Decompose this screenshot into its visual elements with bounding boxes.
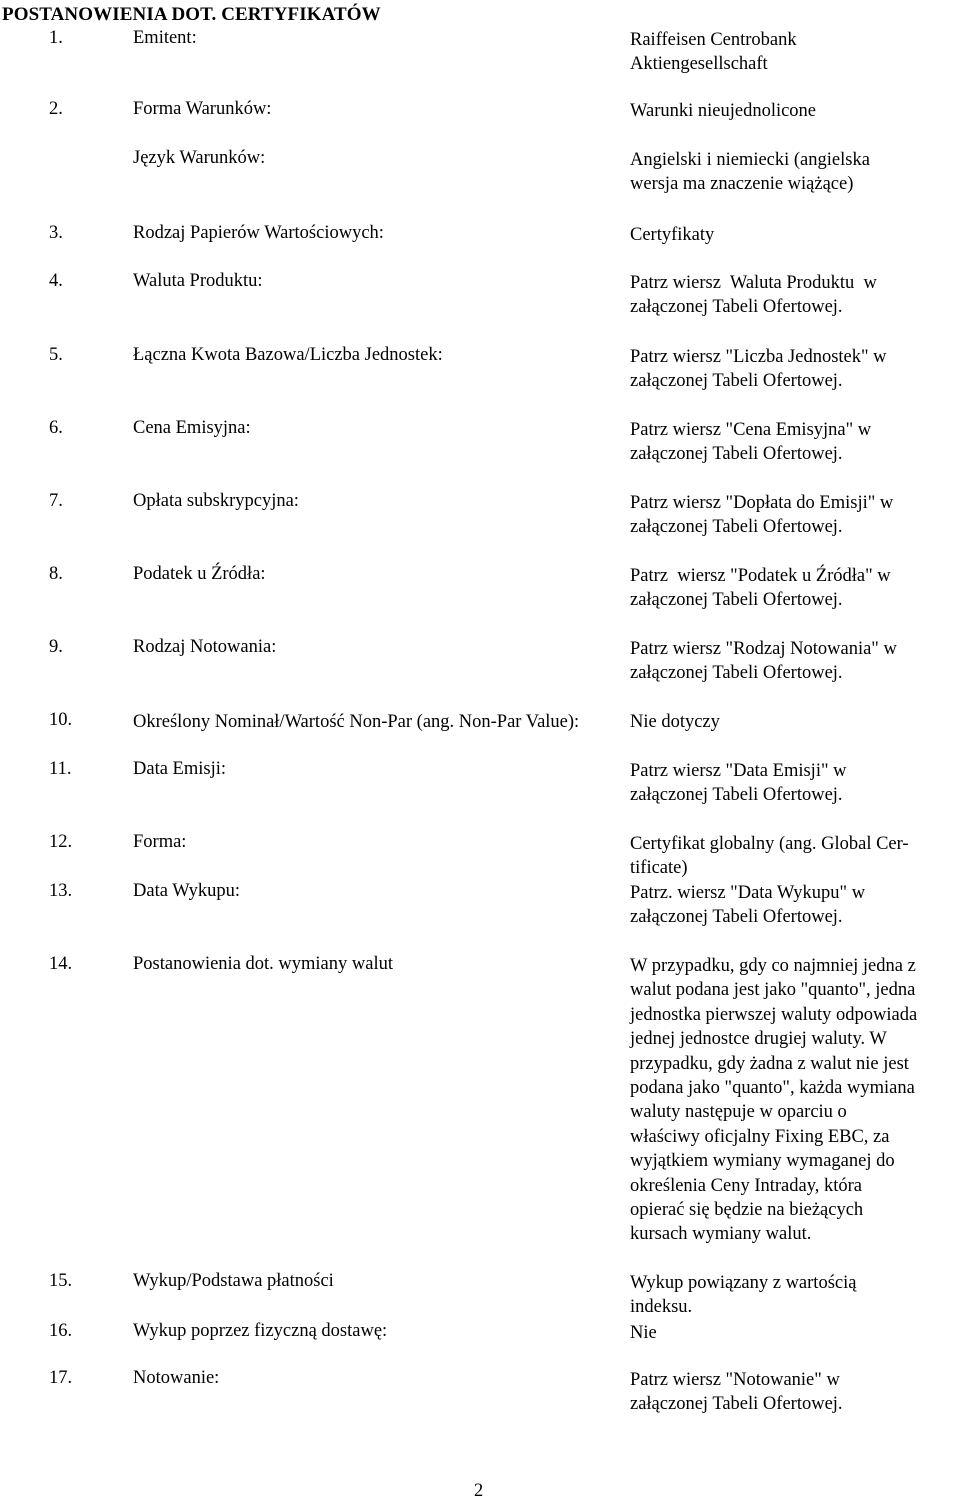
- item-value: Nie: [630, 1323, 657, 1343]
- item-label: Waluta Produktu:: [133, 271, 263, 291]
- item-number: 5.: [49, 345, 63, 365]
- item-label: Język Warunków:: [133, 148, 266, 168]
- item-value: Patrz wiersz "Notowanie" w załączonej Tabeli Ofertowej.: [630, 1370, 843, 1414]
- item-label: Podatek u Źródła:: [133, 564, 266, 584]
- item-value: Warunki nieujednolicone: [630, 101, 817, 121]
- item-value: Patrz wiersz "Rodzaj Notowania" w załączonej Tabeli Ofertowej.: [630, 639, 897, 683]
- item-label: Określony Nominał/Wartość Non-Par (ang. Non-Par Value):: [133, 712, 580, 732]
- item-value: Patrz wiersz "Podatek u Źródła" w załączonej Tabeli Ofertowej.: [630, 566, 891, 610]
- item-value: Patrz wiersz "Data Emisji" w załączonej Tabeli Ofertowej.: [630, 761, 847, 805]
- item-value: Patrz wiersz Waluta Produktu w załączonej Tabeli Ofertowej.: [630, 273, 877, 317]
- item-label: Emitent:: [133, 28, 197, 48]
- item-value: Certyfikaty: [630, 225, 715, 245]
- item-number: 7.: [49, 491, 63, 511]
- item-number: 4.: [49, 271, 63, 291]
- item-number: 8.: [49, 564, 63, 584]
- page-title: POSTANOWIENIA DOT. CERTYFIKATÓW: [2, 4, 381, 25]
- item-number: 13.: [49, 881, 73, 901]
- item-number: 15.: [49, 1271, 73, 1291]
- item-label: Wykup/Podstawa płatności: [133, 1271, 334, 1291]
- item-number: 1.: [49, 28, 63, 48]
- item-label: Rodzaj Papierów Wartościowych:: [133, 223, 384, 243]
- item-number: 11.: [49, 759, 72, 779]
- item-number: 6.: [49, 418, 63, 438]
- item-value: Wykup powiązany z wartością indeksu.: [630, 1273, 857, 1317]
- item-number: 10.: [49, 710, 73, 730]
- item-value: Raiffeisen Centrobank Aktiengesellschaft: [630, 30, 797, 74]
- item-label: Cena Emisyjna:: [133, 418, 251, 438]
- item-label: Opłata subskrypcyjna:: [133, 491, 299, 511]
- item-value: Patrz. wiersz "Data Wykupu" w załączonej Tabeli Ofertowej.: [630, 883, 866, 927]
- item-label: Data Wykupu:: [133, 881, 240, 901]
- item-number: 3.: [49, 223, 63, 243]
- item-value: Patrz wiersz "Cena Emisyjna" w załączonej Tabeli Ofertowej.: [630, 420, 872, 464]
- item-label: Wykup poprzez fizyczną dostawę:: [133, 1321, 388, 1341]
- item-value: Angielski i niemiecki (angielska wersja ma znaczenie wiążące): [630, 150, 870, 194]
- item-label: Forma Warunków:: [133, 99, 272, 119]
- item-label: Rodzaj Notowania:: [133, 637, 277, 657]
- item-number: 16.: [49, 1321, 73, 1341]
- item-label: Notowanie:: [133, 1368, 220, 1388]
- item-number: 9.: [49, 637, 63, 657]
- item-value: Patrz wiersz "Liczba Jednostek" w załączonej Tabeli Ofertowej.: [630, 347, 887, 391]
- item-label: Postanowienia dot. wymiany walut: [133, 954, 393, 974]
- item-number: 14.: [49, 954, 73, 974]
- item-value: Nie dotyczy: [630, 712, 720, 732]
- item-number: 12.: [49, 832, 73, 852]
- item-number: 2.: [49, 99, 63, 119]
- item-number: 17.: [49, 1368, 73, 1388]
- item-label: Data Emisji:: [133, 759, 226, 779]
- item-value: W przypadku, gdy co najmniej jedna z walut podana jest jako "quanto", jedna jednostka pierwszej waluty odpowiada jednej jednostce drugiej waluty. W przypadku, gdy żadna z walut nie jest podana jako "quanto", każda wymiana waluty następuje w oparciu o właściwy oficjalny Fixing EBC, za wyjątkiem wymiany wymaganej do określenia Ceny Intraday, która opierać się będzie na bieżących kursach wymiany walut.: [630, 956, 918, 1245]
- item-label: Forma:: [133, 832, 187, 852]
- item-value: Patrz wiersz "Dopłata do Emisji" w załączonej Tabeli Ofertowej.: [630, 493, 894, 537]
- item-value: Certyfikat globalny (ang. Global Cer- tificate): [630, 834, 909, 878]
- item-label: Łączna Kwota Bazowa/Liczba Jednostek:: [133, 345, 443, 365]
- page-number: 2: [474, 1481, 484, 1501]
